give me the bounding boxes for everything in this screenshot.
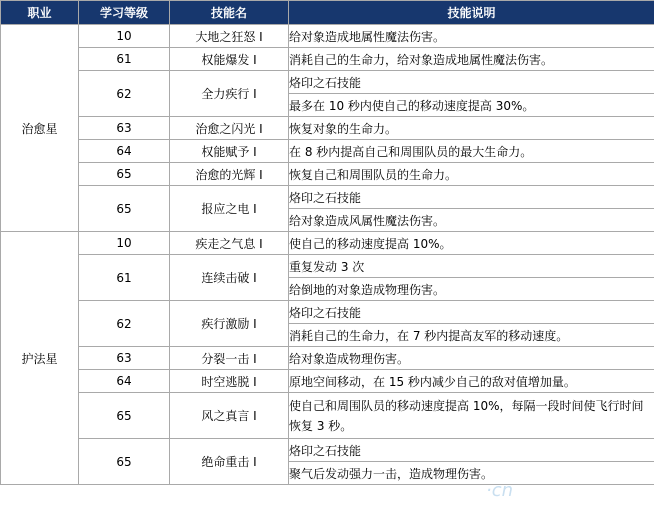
skill-name-cell: 全力疾行 I [170, 71, 289, 117]
table-row [1, 163, 654, 186]
skill-level-cell: 61 [79, 255, 170, 301]
skill-level-cell: 65 [79, 439, 170, 485]
header-job: 职业 [1, 1, 79, 25]
table-row [1, 140, 654, 163]
skill-desc-cell: 烙印之石技能 [289, 301, 654, 324]
skill-level-cell: 10 [79, 232, 170, 255]
skill-name-cell: 疾走之气息 I [170, 232, 289, 255]
skill-level-cell: 64 [79, 370, 170, 393]
skill-desc-cell: 聚气后发动强力一击，造成物理伤害。 [289, 462, 654, 485]
skill-desc-cell: 烙印之石技能 [289, 186, 654, 209]
skill-desc-cell: 给倒地的对象造成物理伤害。 [289, 278, 654, 301]
skill-name-cell: 大地之狂怒 I [170, 25, 289, 48]
skill-desc-cell: 给对象造成地属性魔法伤害。 [289, 25, 654, 48]
table-row [1, 370, 654, 393]
header-level: 学习等级 [79, 1, 170, 25]
table-row [1, 393, 654, 439]
skill-name-cell: 风之真言 I [170, 393, 289, 439]
skill-desc-cell: 恢复自己和周围队员的生命力。 [289, 163, 654, 186]
skill-name-cell: 连续击破 I [170, 255, 289, 301]
header-name: 技能名 [170, 1, 289, 25]
skill-name-cell: 治愈之闪光 I [170, 117, 289, 140]
skill-desc-cell: 恢复对象的生命力。 [289, 117, 654, 140]
skill-name-cell: 治愈的光辉 I [170, 163, 289, 186]
skill-level-cell: 65 [79, 186, 170, 232]
skill-desc-cell: 烙印之石技能 [289, 439, 654, 462]
skill-desc-cell: 重复发动 3 次 [289, 255, 654, 278]
watermark: ·cn [486, 480, 514, 501]
skill-level-cell: 62 [79, 301, 170, 347]
table-row [1, 255, 654, 278]
table-row [1, 439, 654, 462]
table-row [1, 186, 654, 209]
table-row [1, 347, 654, 370]
skill-name-cell: 权能爆发 I [170, 48, 289, 71]
skill-name-cell: 绝命重击 I [170, 439, 289, 485]
skill-level-cell: 64 [79, 140, 170, 163]
table-row [1, 48, 654, 71]
header-row [1, 1, 654, 25]
table-row [1, 232, 654, 255]
skill-desc-cell: 使自己和周围队员的移动速度提高 10%，每隔一段时间使飞行时间恢复 3 秒。 [289, 393, 654, 439]
table-row [1, 25, 654, 48]
skill-level-cell: 63 [79, 117, 170, 140]
skill-level-cell: 61 [79, 48, 170, 71]
skill-desc-cell: 消耗自己的生命力，给对象造成地属性魔法伤害。 [289, 48, 654, 71]
header-desc: 技能说明 [289, 1, 654, 25]
table-row [1, 301, 654, 324]
skill-desc-cell: 烙印之石技能 [289, 71, 654, 94]
skill-desc-cell: 给对象造成物理伤害。 [289, 347, 654, 370]
skill-desc-cell: 最多在 10 秒内使自己的移动速度提高 30%。 [289, 94, 654, 117]
skill-name-cell: 时空逃脱 I [170, 370, 289, 393]
skill-name-cell: 分裂一击 I [170, 347, 289, 370]
skill-name-cell: 疾行激励 I [170, 301, 289, 347]
job-cell: 治愈星 [1, 25, 79, 232]
skill-desc-cell: 原地空间移动，在 15 秒内减少自己的敌对值增加量。 [289, 370, 654, 393]
skill-level-cell: 62 [79, 71, 170, 117]
skill-level-cell: 65 [79, 393, 170, 439]
skill-desc-cell: 在 8 秒内提高自己和周围队员的最大生命力。 [289, 140, 654, 163]
table-row [1, 117, 654, 140]
table-row [1, 71, 654, 94]
skill-level-cell: 63 [79, 347, 170, 370]
skill-level-cell: 65 [79, 163, 170, 186]
skill-name-cell: 权能赋予 I [170, 140, 289, 163]
skill-desc-cell: 消耗自己的生命力，在 7 秒内提高友军的移动速度。 [289, 324, 654, 347]
job-cell: 护法星 [1, 232, 79, 485]
skill-desc-cell: 给对象造成风属性魔法伤害。 [289, 209, 654, 232]
skill-level-cell: 10 [79, 25, 170, 48]
skill-name-cell: 报应之电 I [170, 186, 289, 232]
skill-desc-cell: 使自己的移动速度提高 10%。 [289, 232, 654, 255]
